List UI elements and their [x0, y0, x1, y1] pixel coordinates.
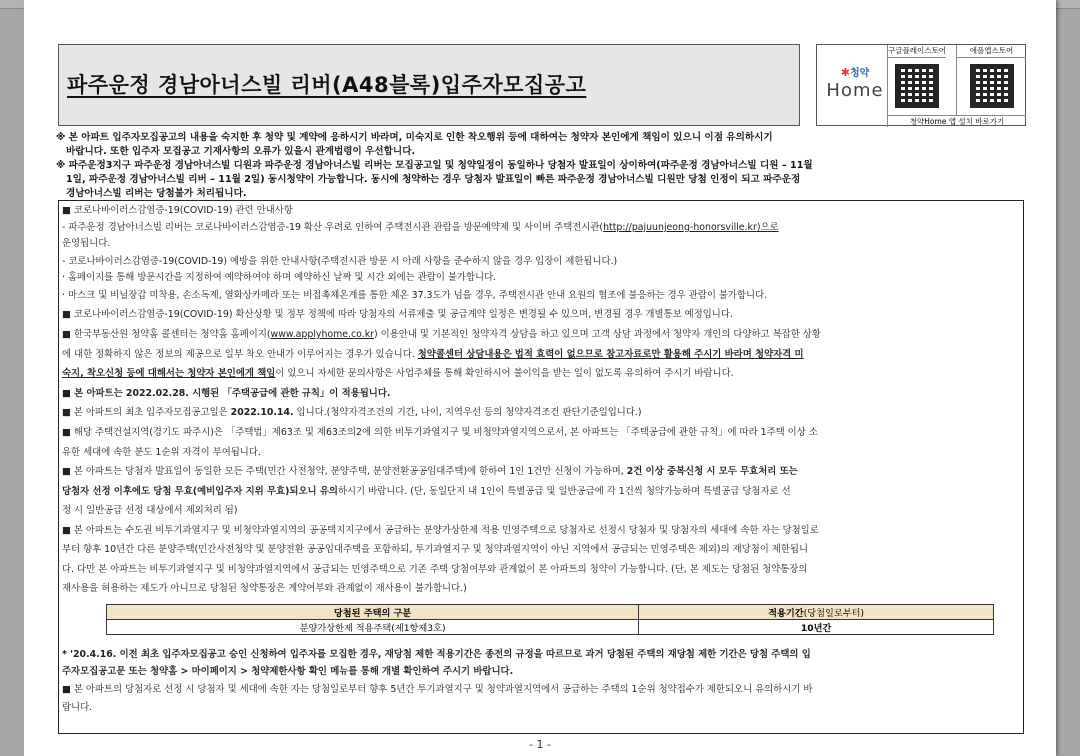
text-line: 유한 세대에 속한 분도 1순위 자격이 부여됩니다. [62, 447, 261, 458]
qr-google-play[interactable] [887, 45, 946, 115]
qr-google-label: 구글플레이스토어 [888, 45, 946, 58]
text-line [62, 328, 821, 342]
page-title: 파주운정 경남아너스빌 리버(A48블록)입주자모집공고 [67, 73, 587, 97]
text-line: 랍니다. [62, 702, 93, 713]
text-line: ■ 본 아파트의 당첨자로 선정 시 당첨자 및 세대에 속한 자는 당첨일로부터 향후 5년간 투기과열지구 및 청약과열지역에서 공급하는 주택의 1순위 청약접수가 제한되오니 유의하시기 바 [62, 684, 813, 695]
text-line: · 홈페이지를 통해 방문시간을 지정하여 예약하여야 하며 예약하신 날짜 및 시간 외에는 관람이 불가합니다. [62, 272, 497, 283]
table-header: 당첨된 주택의 구분 [107, 605, 639, 620]
text-span: 입니다.(청약자격조건의 기간, 나이, 지역우선 등의 청약자격조건 판단기준일입니다.) [293, 407, 642, 418]
text-line [62, 348, 804, 362]
text-line: ■ 코로나바이러스감염증-19(COVID-19) 확산상황 및 정부 정책에 따라 당첨자의 서류제출 및 공급계약 일정은 변경될 수 있으며, 변경될 경우 개별통보 예정입니다. [62, 309, 733, 320]
table-cell: 10년간 [639, 620, 994, 635]
qr-install-link[interactable]: 청약Home 앱 설치 바로가기 [887, 115, 1026, 127]
text-span: ■ 본 아파트의 최초 입주자모집공고일은 [62, 407, 231, 418]
applyhome-logo [823, 61, 887, 111]
text-span: 2건 이상 중복신청 시 모두 무효처리 또는 [626, 466, 798, 477]
text-span: 」이 적용됩니다. [319, 388, 391, 399]
exhibition-link[interactable]: http://pajuunjeong-honorsville.kr [603, 222, 757, 233]
applyhome-link[interactable]: www.applyhome.co.kr [270, 329, 375, 340]
text-line: 주자모집공고문 또는 청약홈 > 마이페이지 > 청약제한사항 확인 메뉴를 통해 개별 확인하여 주시기 바랍니다. [62, 666, 514, 677]
text-span: 2022.10.14. [230, 407, 294, 418]
text-span: 청약콜센터 상담내용은 법적 효력이 없으므로 참고자료로만 활용해 주시기 바라며 청약자격 미 [417, 349, 804, 360]
text-span: ) 이용안내 및 기본적인 청약자격 상담을 하고 있으며 고객 상담 과정에서 청약자 개인의 다양하고 복잡한 상황 [374, 329, 821, 340]
text-line: 정 시 일반공급 선정 대상에서 제외처리 됨) [62, 505, 238, 516]
text-span: ■ 한국부동산원 청약홈 콜센터는 청약홈 홈페이지( [62, 329, 271, 340]
text-line [62, 387, 390, 401]
text-line [62, 485, 791, 499]
star-icon: ✱ [840, 66, 850, 79]
page-number: - 1 - [529, 738, 551, 751]
text-line: 부터 향후 10년간 다른 분양주택(민간사전청약 및 분양전환 공공임대주택을 포함하되, 투기과열지구 및 청약과열지역이 아닌 지역에서 공급되는 민영주택은 제외)의 재당첨이 제한됩니 [62, 544, 809, 555]
qr-app-store[interactable] [956, 45, 1026, 115]
notice-line: ※ 파주운정3지구 파주운정 경남아너스빌 디원과 파주운정 경남아너스빌 리버는 모집공고일 및 청약일정이 동일하나 당첨자 발표일이 상이하여(파주운정 경남아너스빌 디원 – 11월 [56, 160, 813, 171]
text-span: 에 대한 정확하지 않은 정보의 제공으로 일부 착오 안내가 이루어지는 경우가 있습니다. [62, 349, 418, 360]
text-span: )으로 [756, 222, 779, 233]
notice-line: ※ 본 아파트 입주자모집공고의 내용을 숙지한 후 청약 및 계약에 응하시기 바라며, 미숙지로 인한 착오행위 등에 대하여는 청약자 본인에게 책임이 있으니 이점 유의하시기 [56, 132, 773, 143]
qr-code-icon [895, 64, 939, 108]
text-span: 주택공급에 관한 규칙 [231, 388, 320, 399]
notice-line: 바랍니다. 또한 입주자 모집공고 기재사항의 오류가 있을시 관계법령이 우선합니다. [66, 146, 416, 157]
text-span: (당첨일로부터) [803, 608, 865, 619]
text-line: 다. 다만 본 아파트는 비투기과열지구 및 비청약과열지역에서 공급되는 민영주택으로 기존 주택 당첨여부와 관계없이 본 아파트의 청약이 가능합니다. (단, 본 제도는 당첨된 청약통장의 [62, 564, 808, 575]
notice-line: 1일, 파주운정 경남아너스빌 리버 – 11월 2일) 동시청약이 가능합니다. 동시에 청약하는 경우 당첨자 발표일이 빠른 파주운정 경남아너스빌 디원만 당첨 인정이 되고 파주운정 [66, 174, 801, 185]
text-span: ■ 본 아파트는 2022.02.28. 시행된 「 [62, 388, 232, 399]
qr-panel [816, 44, 1026, 126]
restriction-table [106, 604, 994, 635]
notice-line: 경남아너스빌 리버는 당첨불가 처리됩니다. [66, 188, 247, 199]
text-span: 숙지, 착오신청 등에 대해서는 청약자 본인에게 책임 [62, 368, 276, 379]
text-line: ■ 해당 주택건설지역(경기도 파주시)은 「주택법」제63조 및 제63조의2에 의한 비투기과열지구 및 비청약과열지역으로서, 본 아파트는 「주택공급에 관한 규칙」에 따라 1주택 이상 소 [62, 427, 818, 438]
qr-code-icon [970, 64, 1014, 108]
text-line: ■ 본 아파트는 수도권 비투기과열지구 및 비청약과열지역의 공공택지지구에서 공급하는 분양가상한제 적용 민영주택으로 당첨자로 선정시 당첨자 및 당첨자의 세대에 속한 자는 당첨일로 [62, 525, 819, 536]
text-line [62, 367, 734, 381]
text-line: - 코로나바이러스감염증-19(COVID-19) 예방을 위한 안내사항(주택전시관 방문 시 아래 사항을 준수하지 않을 경우 입장이 제한됩니다.) [62, 256, 618, 267]
text-span: 적용기간 [768, 608, 804, 619]
text-line: 운영됩니다. [62, 238, 111, 249]
text-span: 하시기 바랍니다. (단, 동일단지 내 1인이 특별공급 및 일반공급에 각 1건씩 청약가능하며 특별공급 당첨자로 선 [337, 486, 791, 497]
text-line: * '20.4.16. 이전 최초 입주자모집공고 승인 신청하여 입주자를 모집한 경우, 재당첨 제한 적용기간은 종전의 규정을 따르므로 과거 당첨된 주택의 재당첨 제한 기간은 당첨 주택의 입 [62, 649, 811, 660]
logo-text-ko: 청약 [849, 68, 870, 79]
text-line: ■ 코로나바이러스감염증-19(COVID-19) 관련 안내사항 [62, 205, 293, 216]
logo-text-home: Home [826, 80, 884, 101]
text-span: 당첨자 선정 이후에도 당첨 무효(예비입주자 지위 무효)되오니 유의 [62, 486, 338, 497]
text-span: 이 있으니 자세한 문의사항은 사업주체를 통해 확인하시어 불이익을 받는 일이 없도록 유의하여 주시기 바랍니다. [275, 368, 734, 379]
text-line: · 마스크 및 비닐장갑 미착용, 손소독제, 열화상카메라 또는 비접촉체온계를 통한 체온 37.3도가 넘을 경우, 주택전시관 안내 요원의 협조에 불응하는 경우 관람이 불가합니다. [62, 290, 768, 301]
text-span: - 파주운정 경남아너스빌 리버는 코로나바이러스감염증-19 확산 우려로 인하여 주택전시관 관람을 방문예약제 및 사이버 주택전시관( [62, 222, 604, 233]
text-line [62, 406, 642, 420]
text-span: ■ 본 아파트는 당첨자 발표일이 동일한 모든 주택(민간 사전청약, 분양주택, 분양전환공공임대주택)에 한하여 1인 1건만 신청이 가능하며, [62, 466, 627, 477]
table-cell: 분양가상한제 적용주택(제1항제3호) [107, 620, 639, 635]
table-header [639, 605, 994, 620]
text-line: 재사용을 허용하는 제도가 아니므로 당첨된 청약통장은 계약여부와 관계없이 재사용이 불가합니다.) [62, 583, 467, 594]
title-box [58, 44, 800, 126]
text-line [62, 465, 798, 479]
qr-apple-label: 애플앱스토어 [957, 45, 1026, 58]
text-line [62, 221, 779, 235]
